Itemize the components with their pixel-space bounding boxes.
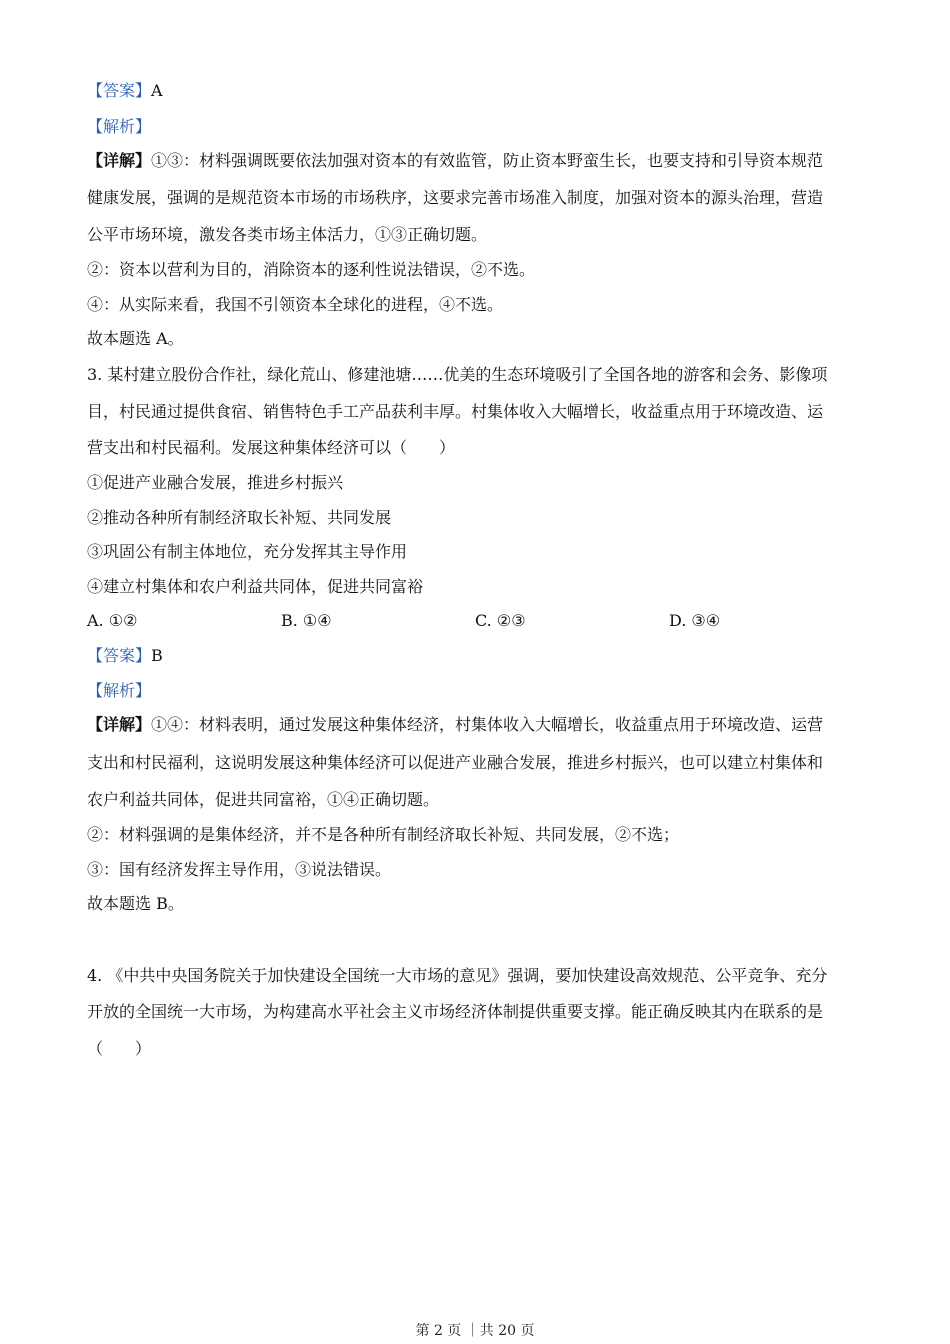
detail-line-q3-1 bbox=[87, 714, 867, 736]
answer-line-q3 bbox=[87, 645, 867, 667]
conclusion-q3: 故本题选 B。 bbox=[87, 894, 184, 913]
question3-stem-2: 目，村民通过提供食宿、销售特色手工产品获利丰厚。村集体收入大幅增长，收益重点用于环境改造、运 bbox=[87, 402, 824, 421]
question4-stem-3: （ ） bbox=[87, 1039, 152, 1058]
detail-line-q2-3: 公平市场环境，激发各类市场主体活力，①③正确切题。 bbox=[87, 225, 488, 244]
option-d: D. ③④ bbox=[669, 611, 721, 630]
question3-statement-4: ④建立村集体和农户利益共同体，促进共同富裕 bbox=[87, 577, 424, 596]
answer-tag: 【答案】 bbox=[87, 646, 152, 665]
note-line-q3-3: ③：国有经济发挥主导作用，③说法错误。 bbox=[87, 860, 392, 879]
detail-line-q3-2: 支出和村民福利，这说明发展这种集体经济可以促进产业融合发展，推进乡村振兴，也可以建立村集体和 bbox=[87, 753, 824, 772]
detail-line-q3-3: 农户利益共同体，促进共同富裕，①④正确切题。 bbox=[87, 790, 440, 809]
note-line-q3-2: ②：材料强调的是集体经济，并不是各种所有制经济取长补短、共同发展，②不选； bbox=[87, 825, 680, 844]
analysis-heading-q2 bbox=[87, 116, 867, 138]
question3-stem-1: 3. 某村建立股份合作社，绿化荒山、修建池塘……优美的生态环境吸引了全国各地的游客和会务、影像项 bbox=[87, 365, 828, 384]
question4-stem-2: 开放的全国统一大市场，为构建高水平社会主义市场经济体制提供重要支撑。能正确反映其内在联系的是 bbox=[87, 1002, 824, 1021]
detail-line-q2-1 bbox=[87, 150, 867, 172]
detail-text: ①③：材料强调既要依法加强对资本的有效监管，防止资本野蛮生长，也要支持和引导资本规范 bbox=[151, 151, 824, 170]
answer-value: A bbox=[151, 81, 163, 100]
analysis-heading-q3 bbox=[87, 680, 867, 702]
question3-statement-2: ②推动各种所有制经济取长补短、共同发展 bbox=[87, 508, 392, 527]
detail-line-q2-2: 健康发展，强调的是规范资本市场的市场秩序，这要求完善市场准入制度，加强对资本的源头治理，营造 bbox=[87, 188, 824, 207]
detail-tag: 【详解】 bbox=[87, 151, 152, 170]
answer-value: B bbox=[151, 646, 163, 665]
question4-stem-1: 4. 《中共中央国务院关于加快建设全国统一大市场的意见》强调，要加快建设高效规范、公平竞争、充分 bbox=[87, 966, 828, 985]
note-line-q2-4: ④：从实际来看，我国不引领资本全球化的进程，④不选。 bbox=[87, 295, 504, 314]
option-b: B. ①④ bbox=[281, 611, 332, 630]
detail-text: ①④：材料表明，通过发展这种集体经济，村集体收入大幅增长，收益重点用于环境改造、运营 bbox=[151, 715, 824, 734]
note-line-q2-2: ②：资本以营利为目的，消除资本的逐利性说法错误，②不选。 bbox=[87, 260, 536, 279]
detail-tag: 【详解】 bbox=[87, 715, 152, 734]
answer-line-q2 bbox=[87, 80, 867, 102]
option-a: A. ①② bbox=[87, 611, 138, 630]
question3-statement-1: ①促进产业融合发展，推进乡村振兴 bbox=[87, 473, 344, 492]
question3-stem-3: 营支出和村民福利。发展这种集体经济可以（ ） bbox=[87, 438, 456, 457]
option-c: C. ②③ bbox=[475, 611, 526, 630]
page-footer: 第 2 页 ｜共 20 页 bbox=[415, 1323, 535, 1339]
conclusion-q2: 故本题选 A。 bbox=[87, 329, 184, 348]
analysis-tag: 【解析】 bbox=[87, 117, 152, 136]
answer-tag: 【答案】 bbox=[87, 81, 152, 100]
question3-statement-3: ③巩固公有制主体地位，充分发挥其主导作用 bbox=[87, 542, 408, 561]
analysis-tag: 【解析】 bbox=[87, 681, 152, 700]
